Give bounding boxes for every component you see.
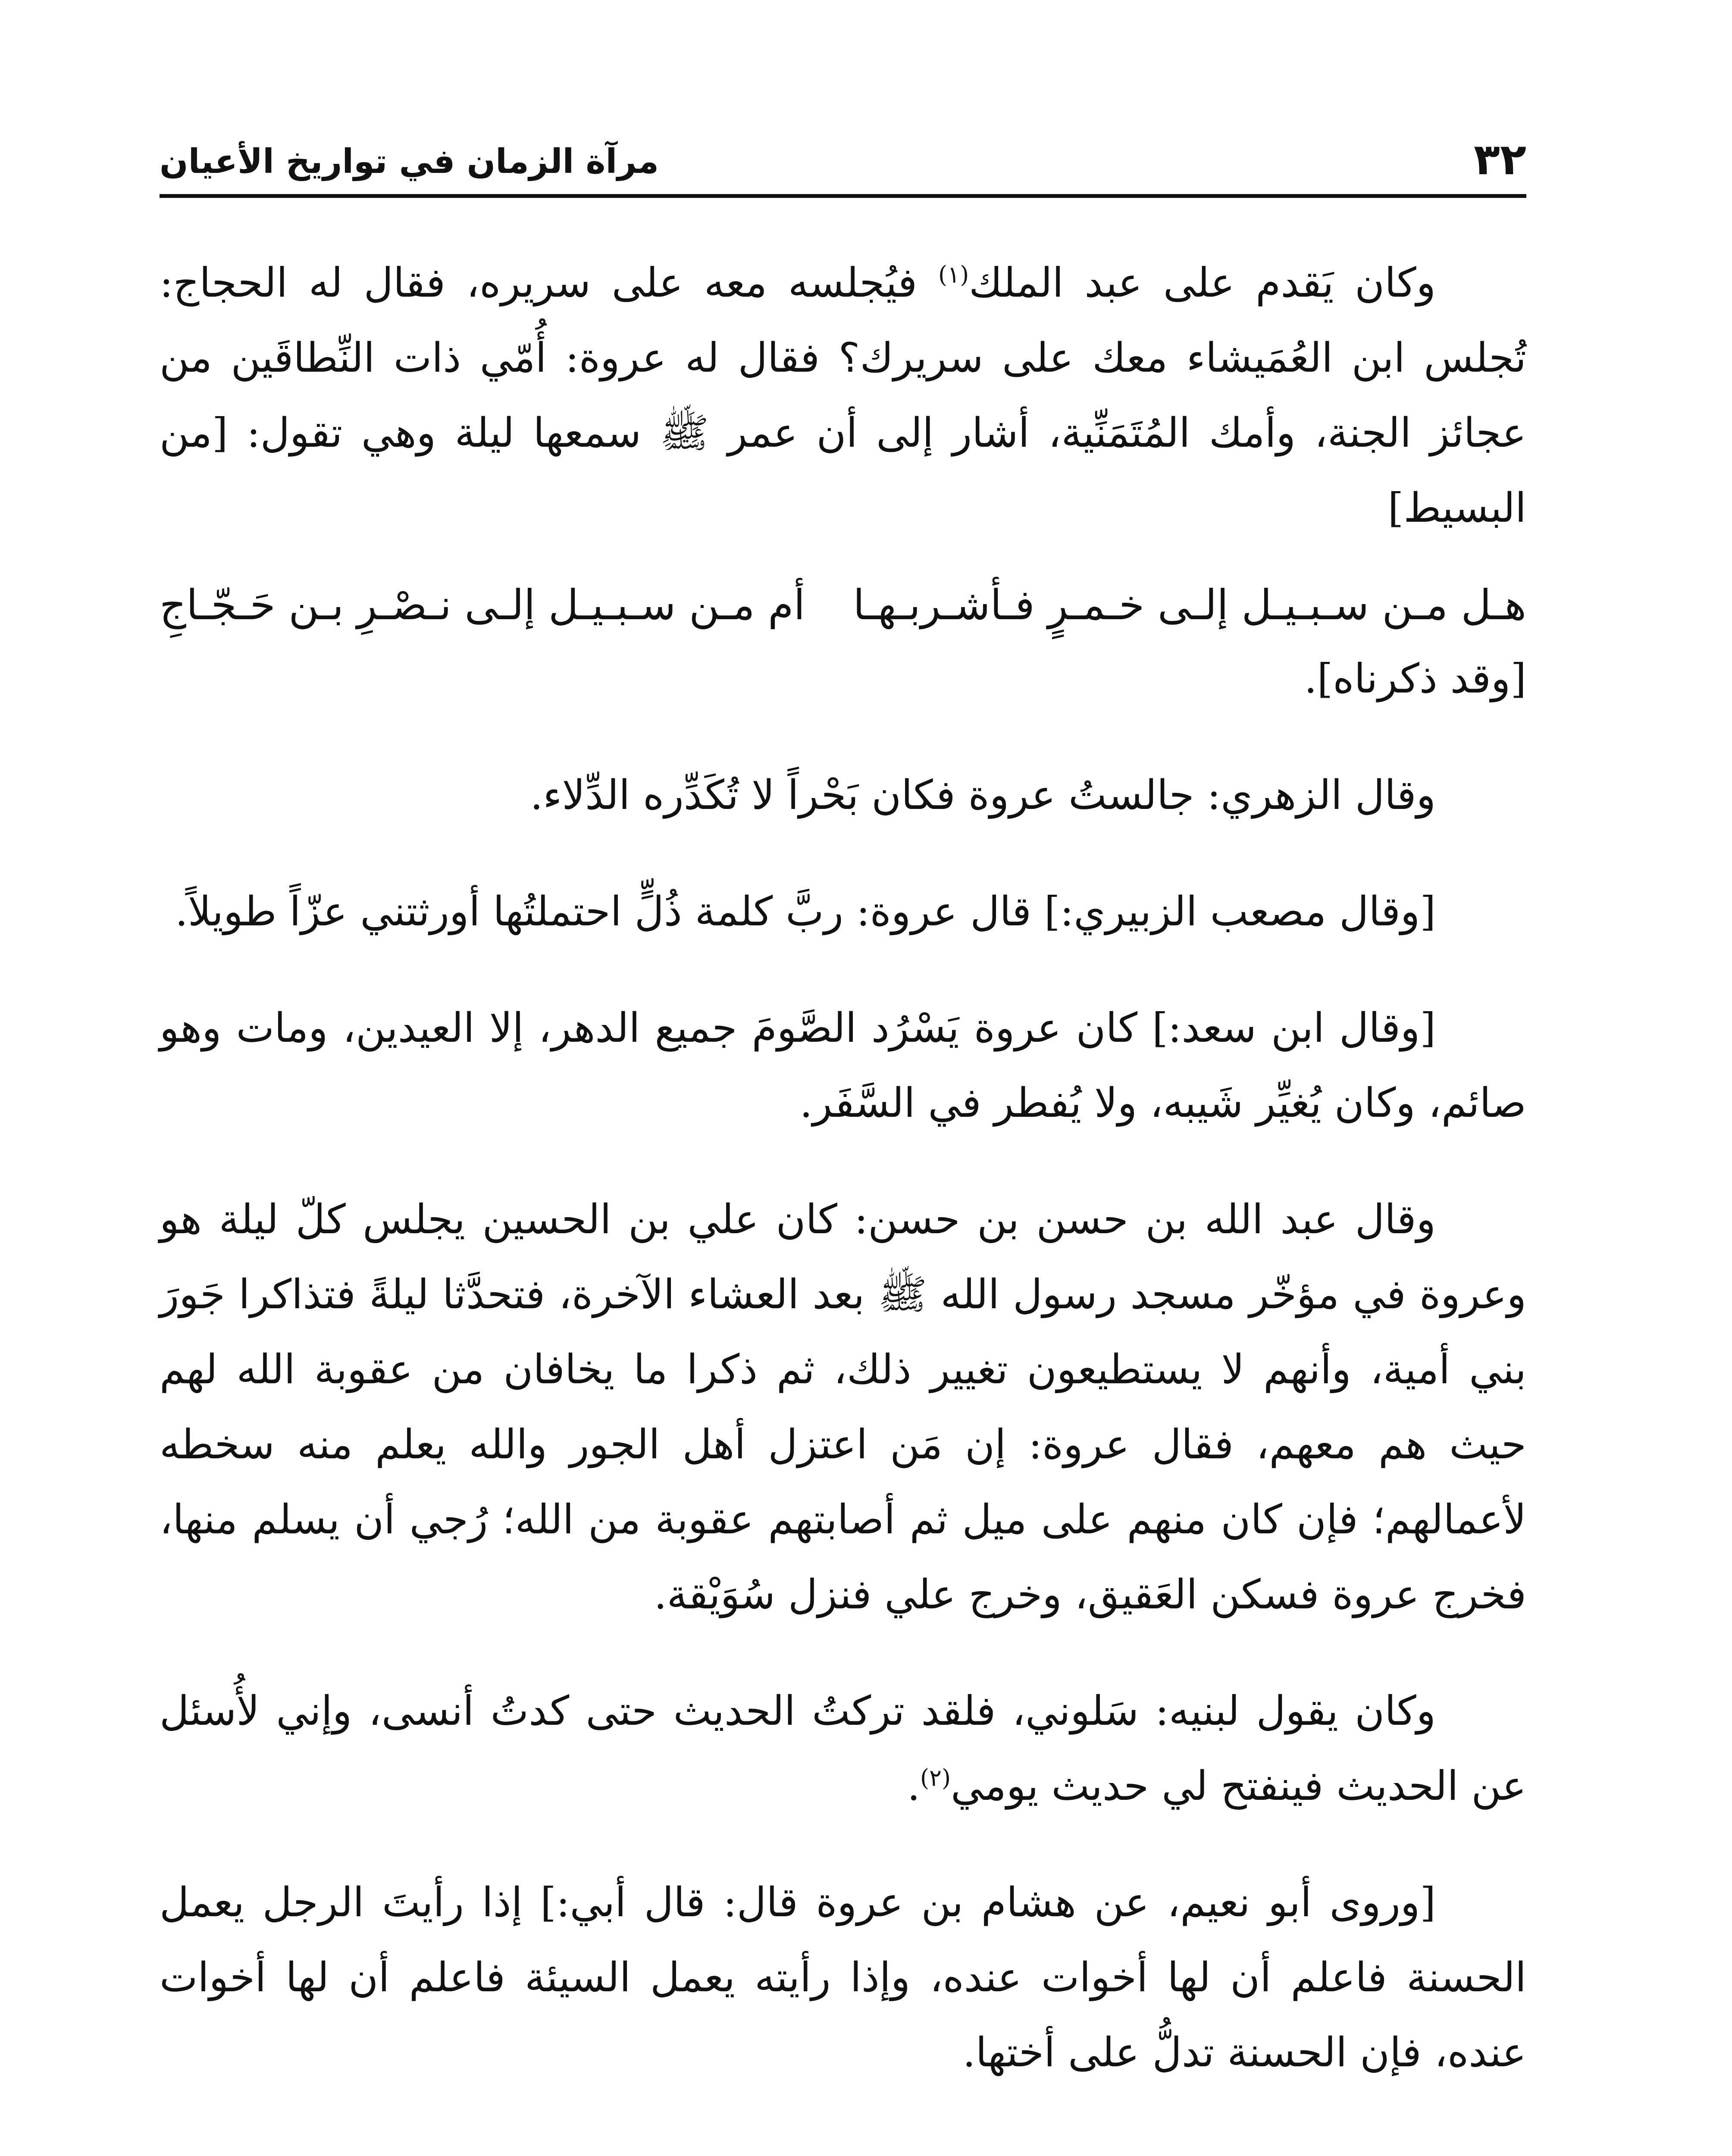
paragraph-6-text: وكان يقول لبنيه: سَلوني، فلقد تركتُ الحديث حتى كدتُ أنسى، وإني لأُسئل عن الحديث فينفتح لي حديث يومي [160,1688,1526,1810]
paragraph-1 [160,246,1526,546]
paragraph-7: [وروى أبو نعيم، عن هشام بن عروة قال: قال أبي:] إذا رأيتَ الرجل يعمل الحسنة فاعلم أن لها أخوات عنده، وإذا رأيته يعمل السيئة فاعلم أن لها أخوات عنده، فإن الحسنة تدلُّ على أختها. [160,1879,1526,2076]
footnote-ref-1: (١) [938,261,969,288]
book-title: مرآة الزمان في تواريخ الأعيان [160,142,659,181]
footnote-ref-2: (٢) [920,1764,951,1792]
paragraph-4: [وقال ابن سعد:] كان عروة يَسْرُد الصَّومَ جميع الدهر، إلا العيدين، ومات وهو صائم، وكان يُغيِّر شَيبه، ولا يُفطر في السَّفَر. [160,1005,1526,1127]
paragraph-6 [160,1674,1526,1824]
paragraph-6-end: . [907,1763,920,1810]
verse-second-hemistich: أم مـن سـبـيـل إلـى نـصْـرِ بـن حَـجّـاجِ [160,581,805,629]
paragraph-1-rest: فيُجلسه معه على سريره، فقال له الحجاج: تُجلس ابن العُمَيشاء معك على سريرك؟ فقال له عروة: أُمّي ذات النِّطاقَين من عجائز الجنة، وأمك المُتَمَنِّية، أشار إلى أن عمر ﷺ سمعها ليلة وهي تقول: [من البسيط] [160,260,1526,532]
running-header [160,129,1526,198]
paragraph-1-start: وكان يَقدم على عبد الملك [969,260,1436,307]
paragraph-3: [وقال مصعب الزبيري:] قال عروة: ربَّ كلمة ذُلٍّ احتملتُها أورثتني عزّاً طويلاً. [175,888,1436,935]
verse-note: [وقد ذكرناه]. [1304,655,1526,702]
main-text [160,246,1526,2132]
paragraph-2: وقال الزهري: جالستُ عروة فكان بَحْراً لا تُكَدِّره الدِّلاء. [530,772,1436,819]
verse-first-hemistich: هـل مـن سـبـيـل إلـى خـمـرٍ فـأشـربـهـا [853,581,1526,629]
page-number: ٣٢ [1473,134,1526,185]
poem-verse [160,568,1526,642]
paragraph-5: وقال عبد الله بن حسن بن حسن: كان علي بن الحسين يجلس كلّ ليلة هو وعروة في مؤخّر مسجد رسول الله ﷺ بعد العشاء الآخرة، فتحدَّثا ليلةً فتذاكرا جَورَ بني أمية، وأنهم لا يستطيعون تغيير ذلك، ثم ذكرا ما يخافان من عقوبة الله لهم حيث هم معهم، فقال عروة: إن مَن اعتزل أهل الجور والله يعلم منه سخطه لأعمالهم؛ فإن كان منهم على ميل ثم أصابتهم عقوبة من الله؛ رُجي أن يسلم منها، فخرج عروة فسكن العَقيق، وخرج علي فنزل سُوَيْقة. [160,1196,1526,1618]
